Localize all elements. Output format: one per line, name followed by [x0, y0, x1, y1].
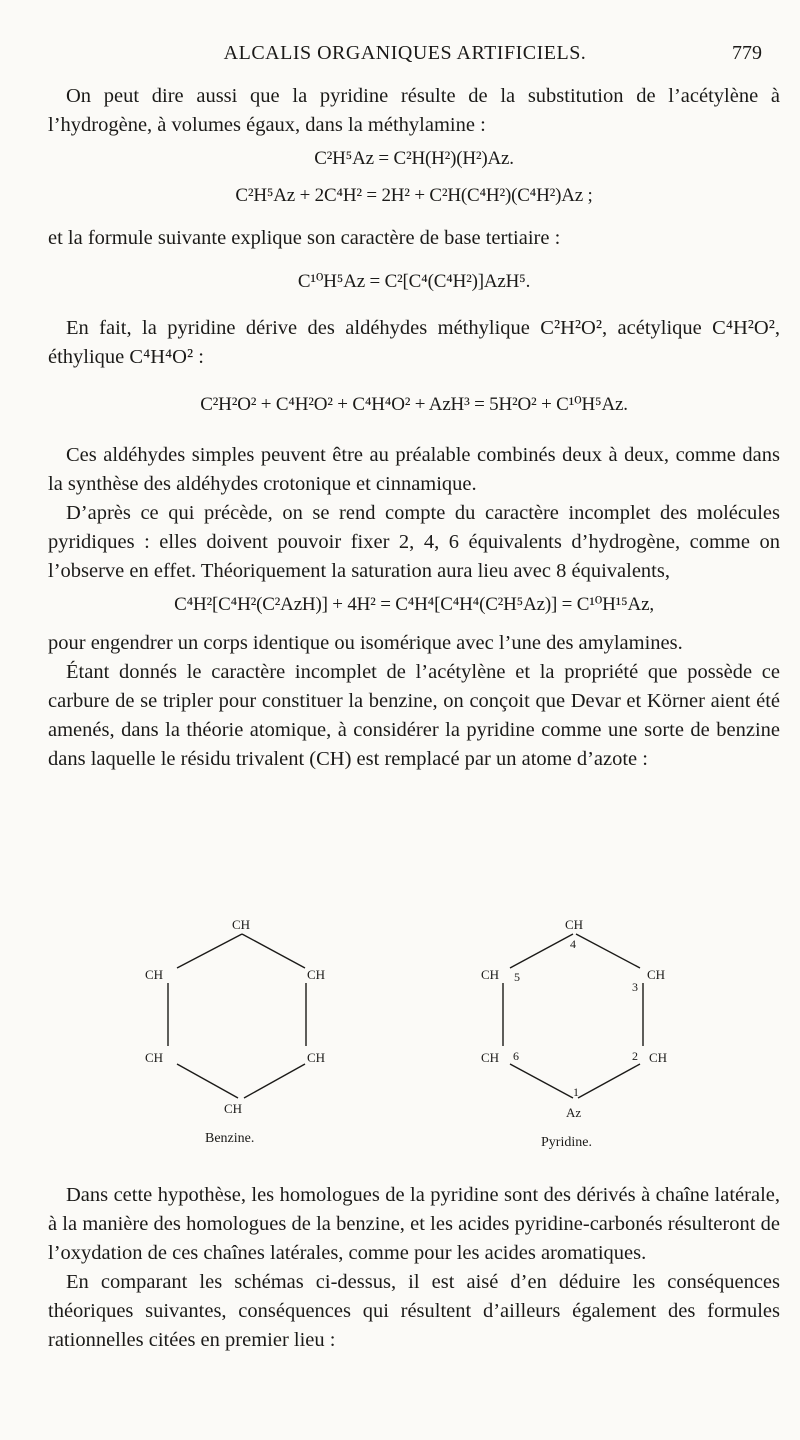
pyridine-diagram [481, 917, 667, 1150]
pyridine-atom-top: CH [565, 917, 584, 932]
pyridine-position-number: 2 [632, 1049, 638, 1063]
paragraph-8: Dans cette hypothèse, les homologues de la pyridine sont des dérivés à chaîne latérale, à la manière des homologues de la benzine, et les acides pyridine-carbonés résulteront de l’oxydation de ces chaînes latérales, comme pour les acides aromatiques. [48, 1184, 780, 1264]
pyridine-bond [510, 1064, 573, 1098]
pyridine-bond [576, 934, 640, 968]
pyridine-position-number: 5 [514, 970, 520, 984]
pyridine-position-number: 6 [513, 1049, 519, 1063]
paragraph-7: Étant donnés le caractère incomplet de l’acétylène et la propriété que possède ce carbure de se tripler pour constituer la benzine, on conçoit que Devar et Körner aient été amenés, dans la théorie atomique, à considérer la pyridine comme une sorte de benzine dans laquelle le résidu trivalent (CH) est remplacé par un atome d’azote : [48, 661, 780, 770]
paragraph-1: On peut dire aussi que la pyridine résulte de la substitution de l’acétylène à l’hydrogène, à volumes égaux, dans la méthylamine : [48, 85, 780, 136]
pyridine-atom-lower-right: CH [649, 1050, 668, 1065]
benzine-bond [177, 1064, 238, 1098]
benzine-bond [177, 934, 242, 968]
equation-3: C¹⁰H⁵Az = C²[C⁴(C⁴H²)]AzH⁵. [297, 271, 531, 292]
benzine-diagram [145, 917, 325, 1146]
paragraph-9: En comparant les schémas ci-dessus, il est aisé d’en déduire les conséquences théoriques suivantes, conséquences qui résultent d’ailleurs également des formules rationnelles citées en premier lieu : [48, 1271, 780, 1351]
benzine-atom-lower-right: CH [307, 1050, 326, 1065]
page-number: 779 [732, 42, 762, 64]
equation-1: C²H⁵Az = C²H(H²)(H²)Az. [314, 148, 514, 169]
equation-2: C²H⁵Az + 2C⁴H² = 2H² + C²H(C⁴H²)(C⁴H²)Az ; [235, 185, 593, 206]
benzine-caption: Benzine. [205, 1131, 255, 1146]
pyridine-atom-upper-left: CH [481, 967, 500, 982]
pyridine-bond [578, 1064, 640, 1098]
benzine-atom-lower-left: CH [145, 1050, 164, 1065]
pyridine-atom-lower-left: CH [481, 1050, 500, 1065]
text-block-lower [48, 1181, 780, 1355]
benzine-atom-upper-right: CH [307, 967, 326, 982]
paragraph-3: En fait, la pyridine dérive des aldéhydes méthylique C²H²O², acétylique C⁴H²O², éthylique C⁴H⁴O² : [48, 317, 780, 368]
pyridine-position-number: 3 [632, 980, 638, 994]
benzine-atom-upper-left: CH [145, 967, 164, 982]
pyridine-caption: Pyridine. [541, 1135, 592, 1150]
pyridine-position-number: 4 [570, 937, 576, 951]
pyridine-atom-upper-right: CH [647, 967, 666, 982]
paragraph-4: Ces aldéhydes simples peuvent être au préalable combinés deux à deux, comme dans la synthèse des aldéhydes crotonique et cinnamique. [48, 444, 780, 495]
equation-5: C⁴H²[C⁴H²(C²AzH)] + 4H² = C⁴H⁴[C⁴H⁴(C²H⁵Az)] = C¹⁰H¹⁵Az, [174, 594, 654, 615]
benzine-atom-bottom: CH [224, 1101, 243, 1116]
benzine-bond [242, 934, 305, 968]
paragraph-5: D’après ce qui précède, on se rend compte du caractère incomplet des molécules pyridiques : elles doivent pouvoir fixer 2, 4, 6 équivalents d’hydrogène, comme on l’observe en effet. Théoriquement la saturation aura lieu avec 8 équivalents, [48, 502, 780, 582]
equation-4: C²H²O² + C⁴H²O² + C⁴H⁴O² + AzH³ = 5H²O² + C¹⁰H⁵Az. [200, 394, 628, 415]
benzine-bond [244, 1064, 305, 1098]
running-title: ALCALIS ORGANIQUES ARTIFICIELS. [223, 42, 587, 64]
paragraph-6: pour engendrer un corps identique ou isomérique avec l’une des amylamines. [48, 632, 683, 654]
pyridine-bond [510, 934, 573, 968]
benzine-atom-top: CH [232, 917, 251, 932]
pyridine-position-number: 1 [573, 1085, 579, 1099]
paragraph-2: et la formule suivante explique son caractère de base tertiaire : [48, 227, 561, 249]
pyridine-atom-bottom: Az [566, 1105, 582, 1120]
